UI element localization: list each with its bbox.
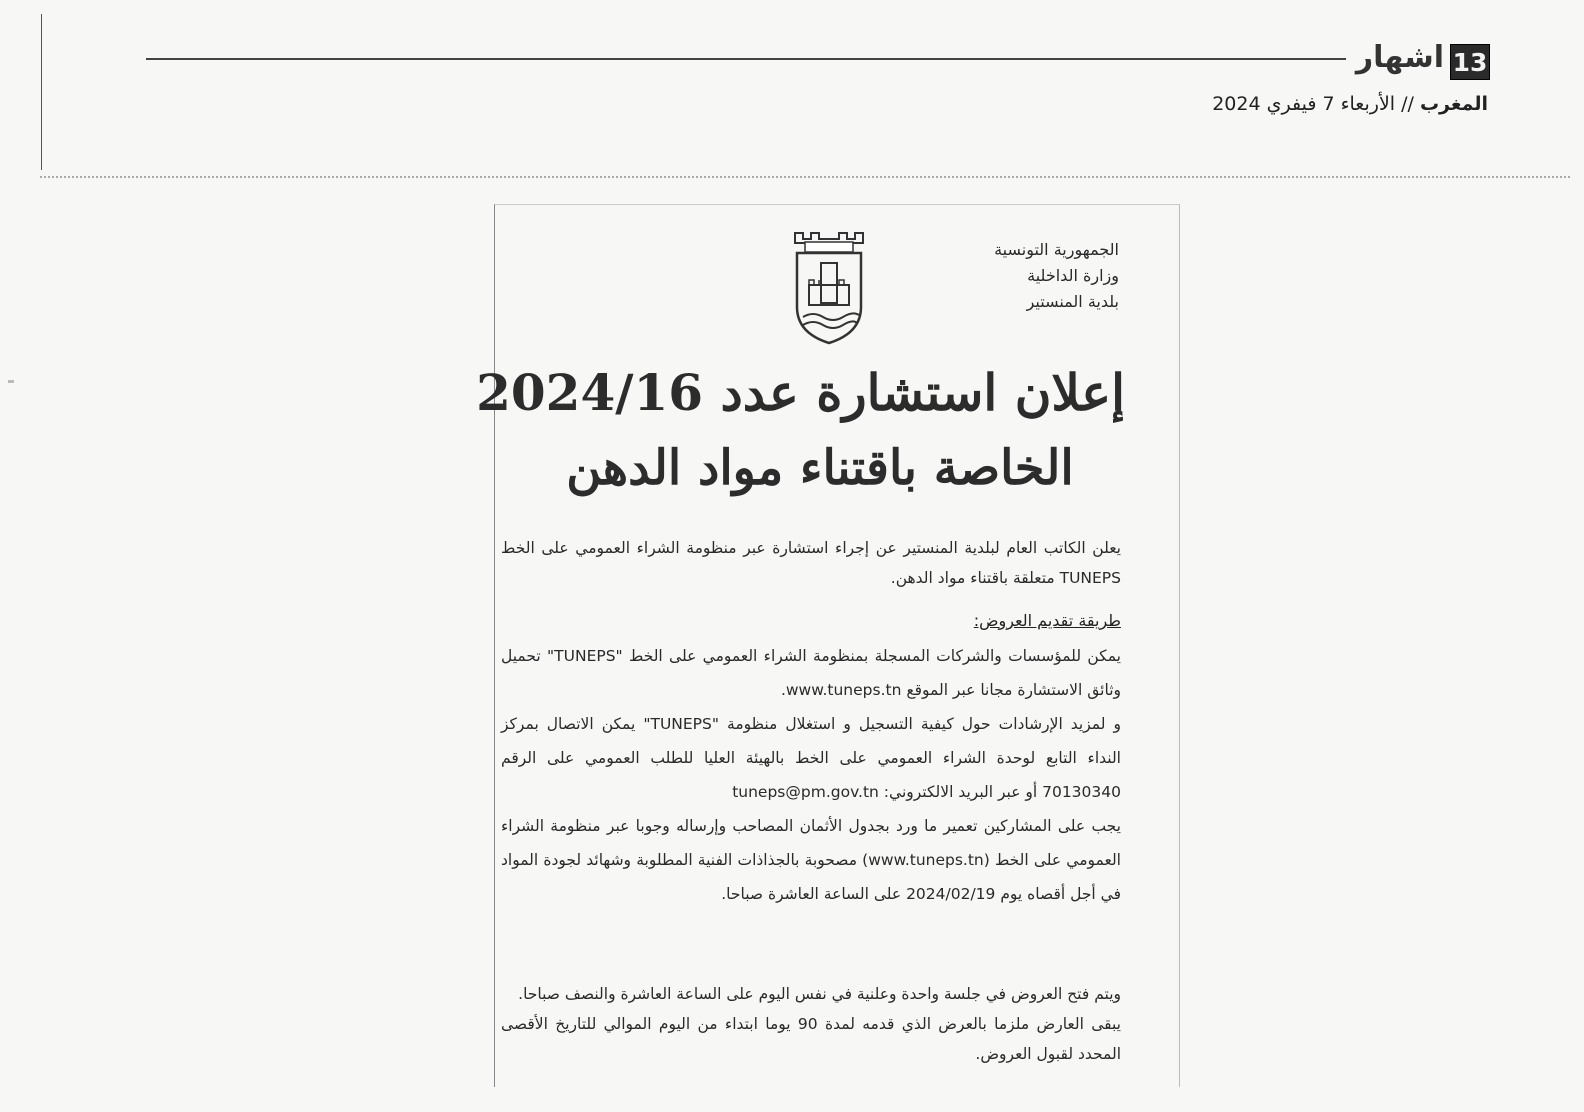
issuer-block [994, 237, 1119, 315]
notice-subtitle: الخاصة باقتناء مواد الدهن [566, 440, 1074, 496]
submission-method-body [501, 639, 1121, 911]
column-rule-vertical [41, 14, 42, 170]
opening-session-paragraph: ويتم فتح العروض في جلسة واحدة وعلنية في نفس اليوم على الساعة العاشرة والنصف صباحا. [518, 985, 1121, 1003]
offer-validity-paragraph: يبقى العارض ملزما بالعرض الذي قدمه لمدة 90 يوما ابتداء من اليوم الموالي للتاريخ الأقصى المحدد لقبول العروض. [501, 1015, 1121, 1063]
method-paragraph-deadline: يجب على المشاركين تعمير ما ورد بجدول الأثمان المصاحب وإرساله وجوبا عبر منظومة الشراء العمومي على الخط (www.tuneps.tn) مصحوبة بالجذاذات الفنية المطلوبة وشهائد لجودة المواد في أجل أقصاه يوم 2024/02/19 على الساعة العاشرة صباحا. [501, 817, 1121, 903]
issuer-ministry: وزارة الداخلية [1027, 266, 1119, 285]
tender-notice [476, 204, 1180, 1087]
page-number-badge: 13 [1450, 44, 1490, 80]
method-paragraph-helpdesk: و لمزيد الإرشادات حول كيفية التسجيل و استغلال منظومة "TUNEPS" يمكن الاتصال بمركز النداء التابع لوحدة الشراء العمومي على الخط بالهيئة العليا للطلب العمومي على الرقم 70130340 أو عبر البريد الالكتروني: tuneps@pm.gov.tn [501, 715, 1121, 801]
scan-divider [40, 176, 1570, 178]
issuer-municipality: بلدية المنستير [1026, 292, 1119, 311]
dateline-separator: // [1401, 93, 1414, 115]
method-paragraph-download: يمكن للمؤسسات والشركات المسجلة بمنظومة الشراء العمومي على الخط "TUNEPS" تحميل وثائق الاستشارة مجانا عبر الموقع www.tuneps.tn. [501, 647, 1121, 699]
issuer-republic: الجمهورية التونسية [994, 240, 1119, 259]
intro-paragraph: يعلن الكاتب العام لبلدية المنستير عن إجراء استشارة عبر منظومة الشراء العمومي على الخط TUNEPS متعلقة باقتناء مواد الدهن. [501, 538, 1121, 587]
publication-name: المغرب [1419, 93, 1488, 115]
header-rule [146, 58, 1346, 60]
notice-title: إعلان استشارة عدد 2024/16 [476, 363, 1125, 422]
section-name: اشهار [1355, 40, 1444, 75]
scan-speck [8, 380, 14, 383]
closing-body [501, 979, 1121, 1069]
dateline [1212, 93, 1488, 115]
monastir-municipality-emblem-icon [791, 229, 867, 345]
publication-date: الأربعاء 7 فيفري 2024 [1212, 93, 1396, 115]
submission-method-heading: طريقة تقديم العروض: [973, 611, 1121, 630]
